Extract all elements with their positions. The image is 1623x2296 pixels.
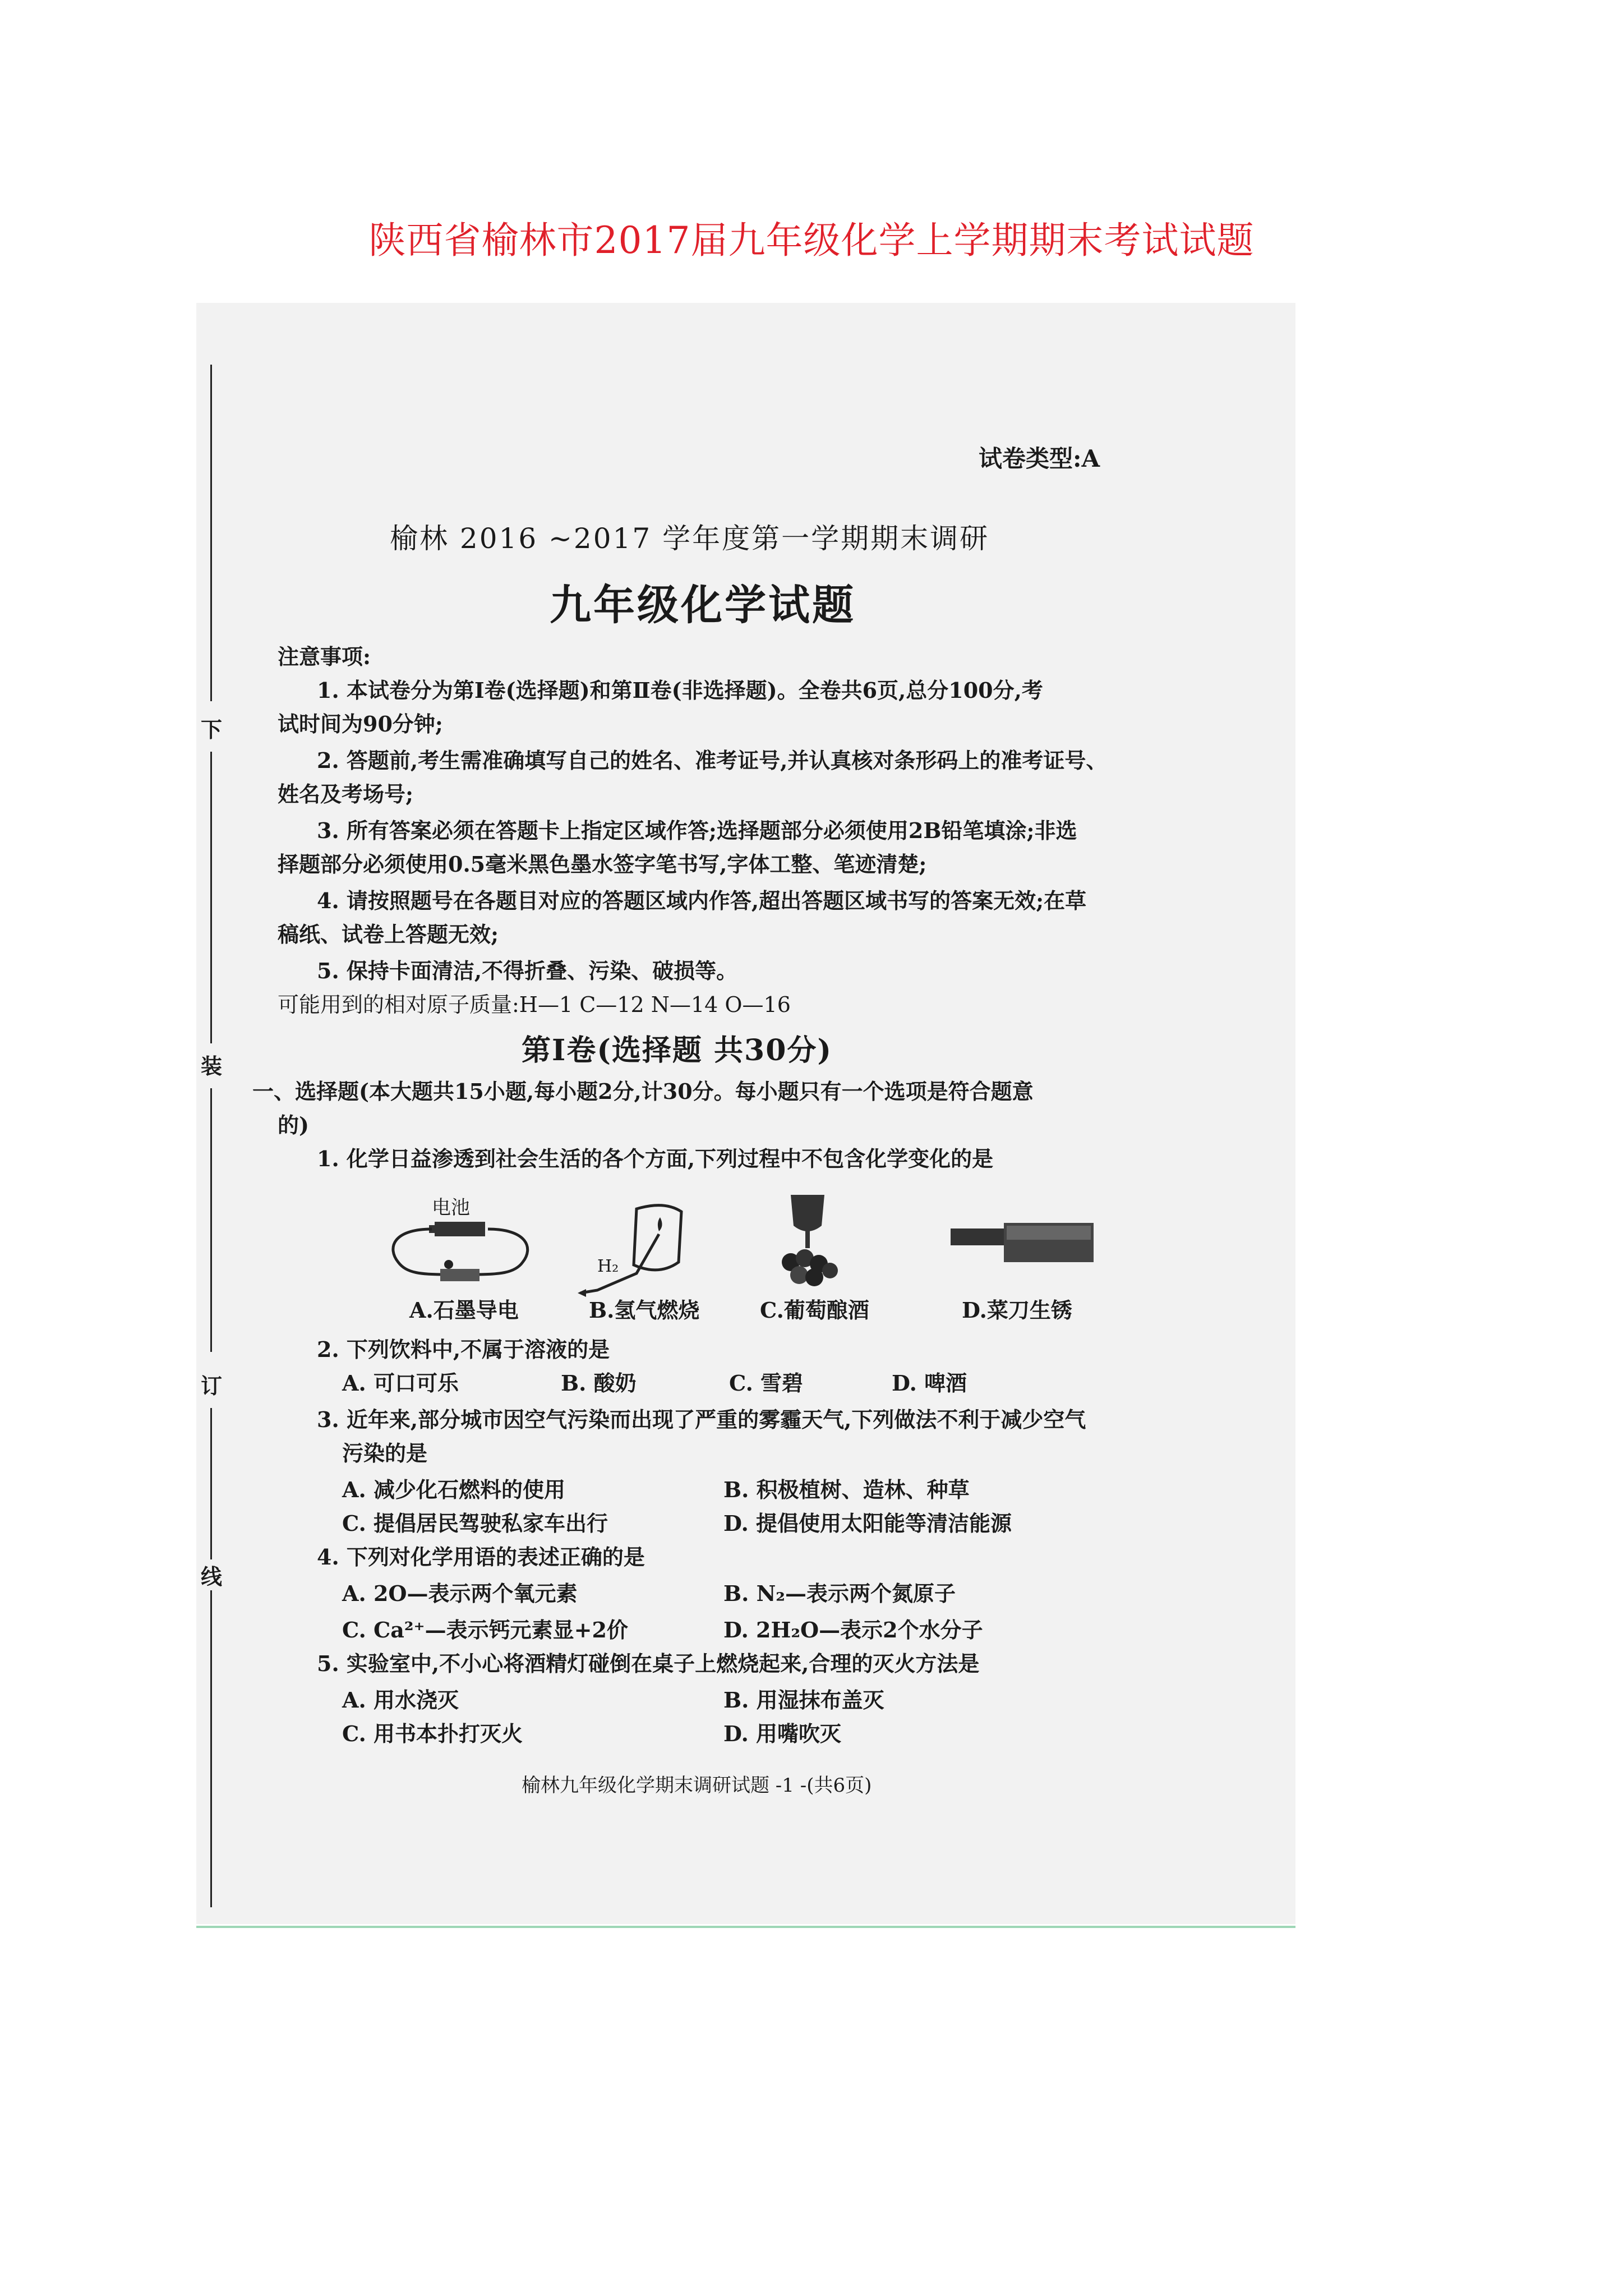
q4-option-d: D. 2H₂O—表示2个水分子 [723,1617,983,1642]
grape-wine-figure [768,1192,847,1290]
binding-char-xian: 线 [198,1559,225,1590]
instructions: 一、选择题(本大题共15小题,每小题2分,计30分。每小题只有一个选项是符合题意 [252,1079,1034,1104]
question-2-stem: 2. 下列饮料中,不属于溶液的是 [317,1337,610,1362]
hydrogen-combustion-figure [575,1200,704,1301]
battery-label: 电池 [432,1197,470,1219]
atomic-masses: 可能用到的相对原子质量:H—1 C—12 N—14 O—16 [278,992,791,1017]
q4-option-a: A. 2O—表示两个氧元素 [342,1581,578,1606]
q5-option-d: D. 用嘴吹灭 [723,1721,842,1746]
h2-label: H₂ [597,1257,619,1276]
question-5-stem: 5. 实验室中,不小心将酒精灯碰倒在桌子上燃烧起来,合理的灭火方法是 [317,1651,980,1676]
note-line: 3. 所有答案必须在答题卡上指定区域作答;选择题部分必须使用2B铅笔填涂;非选 [317,818,1077,843]
q3-option-b: B. 积极植树、造林、种草 [723,1477,970,1502]
page-bottom-rule [196,1926,1295,1928]
note-line: 择题部分必须使用0.5毫米黑色墨水签字笔书写,字体工整、笔迹清楚; [278,852,927,877]
q2-option-b: B. 酸奶 [561,1370,637,1396]
binding-rule [210,752,212,1043]
q5-option-c: C. 用书本扑打灭火 [342,1721,523,1746]
q4-option-c: C. Ca²⁺—表示钙元素显+2价 [342,1617,628,1642]
question-4-stem: 4. 下列对化学用语的表述正确的是 [317,1544,645,1570]
section-title: 第Ⅰ卷(选择题 共30分) [522,1033,832,1068]
binding-char-zhuang: 装 [198,1049,225,1080]
q2-option-d: D. 啤酒 [892,1370,967,1396]
q1-option-a: A.石墨导电 [409,1297,519,1323]
note-line: 稿纸、试卷上答题无效; [278,922,499,947]
q3-option-c: C. 提倡居民驾驶私家车出行 [342,1511,608,1536]
q3-option-d: D. 提倡使用太阳能等清洁能源 [723,1511,1012,1536]
question-3-stem: 3. 近年来,部分城市因空气污染而出现了严重的雾霾天气,下列做法不利于减少空气 [317,1407,1086,1432]
note-line: 1. 本试卷分为第Ⅰ卷(选择题)和第Ⅱ卷(非选择题)。全卷共6页,总分100分,考 [317,678,1043,703]
document-title: 陕西省榆林市2017届九年级化学上学期期末考试试题 [368,219,1255,262]
q1-option-c: C.葡萄酿酒 [760,1297,869,1323]
q2-option-a: A. 可口可乐 [342,1370,459,1396]
note-line: 5. 保持卡面清洁,不得折叠、污染、破损等。 [317,958,738,983]
binding-rule [210,1088,212,1352]
note-line: 4. 请按照题号在各题目对应的答题区域内作答,超出答题区域书写的答案无效;在草 [317,888,1087,913]
q4-option-b: B. N₂—表示两个氮原子 [723,1581,956,1606]
binding-char-xia: 下 [198,712,225,743]
q2-option-c: C. 雪碧 [729,1370,804,1396]
instructions-continued: 的) [278,1112,309,1138]
q1-option-b: B.氢气燃烧 [589,1297,700,1323]
binding-char-ding: 订 [198,1369,225,1400]
exam-type-label: 试卷类型:A [979,445,1100,472]
note-line: 2. 答题前,考生需准确填写自己的姓名、准考证号,并认真核对条形码上的准考证号、 [317,748,1108,773]
q1-option-d: D.菜刀生锈 [962,1297,1072,1323]
q5-option-b: B. 用湿抹布盖灭 [723,1687,884,1713]
binding-line [200,365,222,1907]
page-footer: 榆林九年级化学期末调研试题 -1 -(共6页) [522,1774,872,1797]
scanned-exam-page [196,303,1295,1924]
exam-subtitle: 榆林 2016 ~2017 学年度第一学期期末调研 [390,522,990,555]
notes-heading: 注意事项: [278,644,371,669]
note-line: 姓名及考场号; [278,781,414,807]
q3-option-a: A. 减少化石燃料的使用 [342,1477,565,1502]
graphite-circuit-figure [387,1217,533,1290]
binding-rule [210,1599,212,1907]
note-line: 试时间为90分钟; [278,711,443,737]
binding-rule [210,365,212,701]
rusty-knife-figure [951,1217,1096,1268]
exam-main-title: 九年级化学试题 [550,581,856,629]
question-1-stem: 1. 化学日益渗透到社会生活的各个方面,下列过程中不包含化学变化的是 [317,1146,994,1171]
q5-option-a: A. 用水浇灭 [342,1687,459,1713]
question-3-stem-continued: 污染的是 [342,1441,428,1466]
